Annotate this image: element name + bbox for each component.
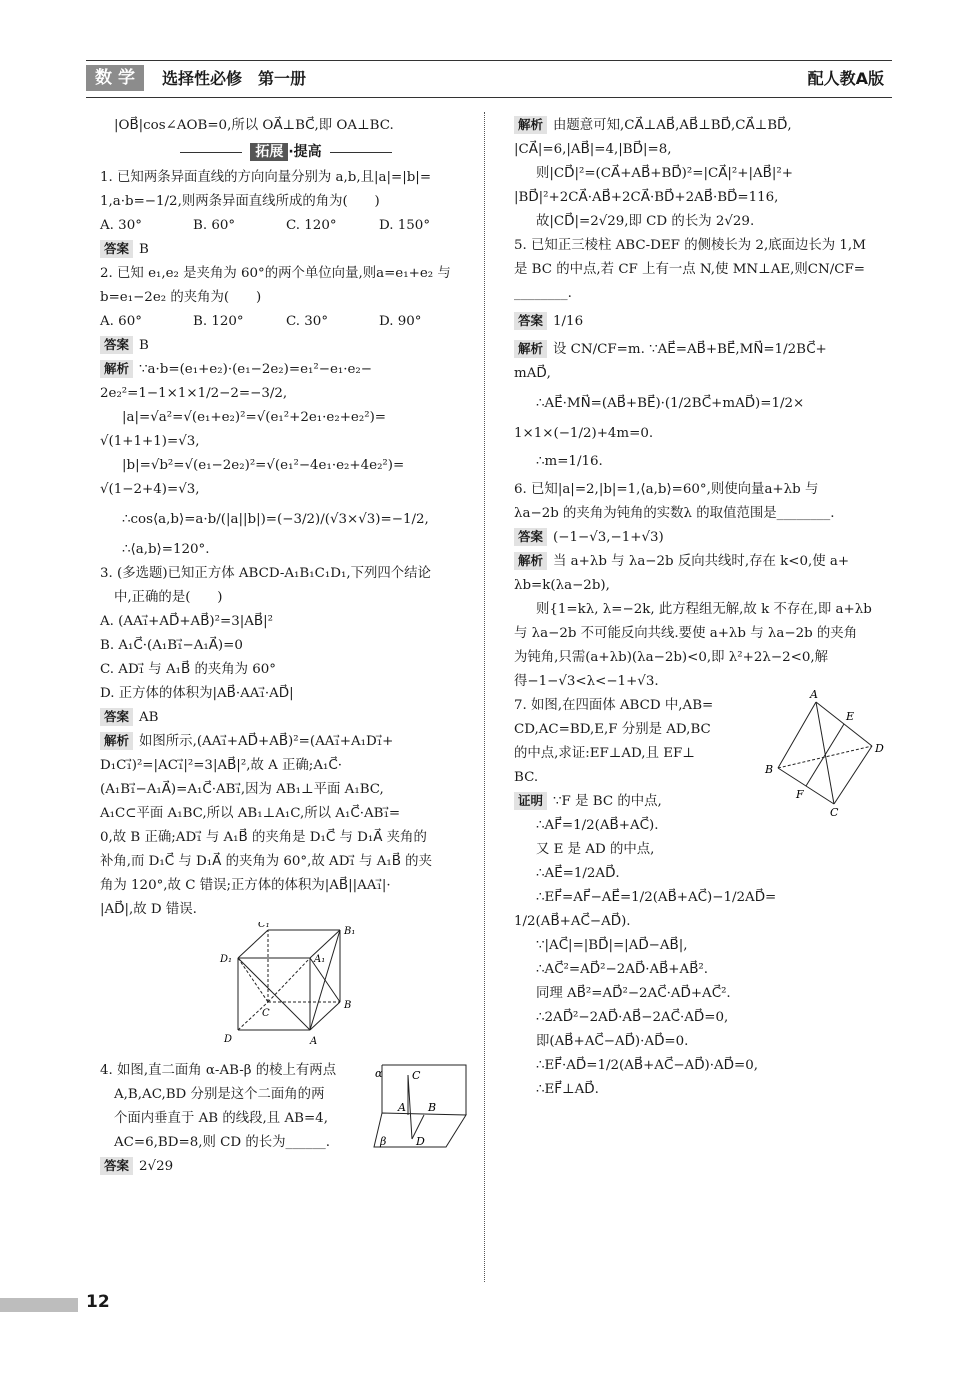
figure-label: α [375, 1067, 383, 1080]
q6-solution [514, 550, 884, 574]
figure-label: D [416, 1135, 425, 1148]
option: B. 60° [193, 218, 236, 233]
proof-line: ∴AC⃗²=AD⃗²−2AD⃗·AB⃗+AB⃗². [536, 962, 709, 977]
answer-value: 2√29 [139, 1159, 174, 1174]
solution-line: |BD⃗|²+2CA⃗·AB⃗+2CA⃗·BD⃗+2AB⃗·BD⃗=116, [514, 190, 779, 205]
q2-solution [100, 358, 472, 382]
solution-line: 故|CD⃗|=2√29,即 CD 的长为 2√29. [536, 214, 755, 229]
proof-line: 又 E 是 AD 的中点, [536, 842, 655, 857]
left-column [100, 114, 472, 1179]
q4-stem: A,B,AC,BD 分别是这个二面角的两 [114, 1087, 325, 1102]
q7-stem: 的中点,求证:EF⊥AD,且 EF⊥ [514, 746, 695, 761]
q3-option: B. A₁C⃗·(A₁B₁⃗−A₁A⃗)=0 [100, 638, 243, 653]
q5-stem: ________. [514, 286, 572, 301]
q2-options [100, 310, 472, 334]
q6-stem: 6. 已知|a|=2,|b|=1,⟨a,b⟩=60°,则使向量a+λb 与 [514, 482, 819, 497]
solution-line: 0,故 B 正确;AD₁⃗ 与 A₁B⃗ 的夹角是 D₁C⃗ 与 D₁A⃗ 夹角的 [100, 830, 427, 845]
proof-line: 同理 AB⃗²=AD⃗²−2AC⃗·AD⃗+AC⃗². [536, 986, 731, 1001]
proof-line: ∵|AC⃗|=|BD⃗|=|AD⃗−AB⃗|, [536, 938, 688, 953]
option: D. 90° [379, 314, 422, 329]
solution-line: ∴m=1/16. [536, 454, 603, 469]
figure-label: B [765, 763, 774, 776]
solution-line: ∵a·b=(e₁+e₂)·(e₁−2e₂)=e₁²−e₁·e₂− [139, 362, 373, 377]
cube-label: A [310, 1036, 318, 1047]
edition-label: 配人教A版 [807, 69, 884, 88]
q1-options [100, 214, 472, 238]
figure-label: C [412, 1069, 421, 1082]
solution-line: λb=k(λa−2b), [514, 578, 610, 593]
solution-line: 得−1−√3<λ<−1+√3. [514, 674, 659, 689]
solution-line: 则{1=kλ, λ=−2k, 此方程组无解,故 k 不存在,即 a+λb [536, 602, 872, 617]
proof-line: ∴EF⃗·AD⃗=1/2(AB⃗+AC⃗−AD⃗)·AD⃗=0, [536, 1058, 758, 1073]
analysis-tag: 解析 [100, 360, 133, 378]
proof-line: 1/2(AB⃗+AC⃗−AD⃗). [514, 914, 631, 929]
option: C. 120° [286, 218, 337, 233]
q4-stem: 个面内垂直于 AB 的线段,且 AB=4, [114, 1111, 328, 1126]
q7-text [514, 694, 754, 790]
q3-solution [100, 730, 472, 754]
answer-tag: 答案 [100, 708, 133, 726]
proof-line: 即(AB⃗+AC⃗−AD⃗)·AD⃗=0. [536, 1034, 689, 1049]
figure-label: B [428, 1101, 437, 1114]
figure-label: β [380, 1135, 387, 1148]
answer-tag: 答案 [100, 336, 133, 354]
proof-line: ∴EF⃗⊥AD⃗. [536, 1082, 599, 1097]
proof-tag: 证明 [514, 792, 547, 810]
q3-option: D. 正方体的体积为|AB⃗·AA₁⃗·AD⃗| [100, 686, 294, 701]
solution-line: 当 a+λb 与 λa−2b 反向共线时,存在 k<0,使 a+ [553, 554, 850, 569]
figure-label: F [796, 788, 804, 801]
page-number-bar [0, 1298, 78, 1312]
solution-line: √(1+1+1)=√3, [100, 434, 200, 449]
q3-answer [100, 706, 472, 730]
solution-line: 如图所示,(AA₁⃗+AD⃗+AB⃗)²=(AA₁⃗+A₁D₁⃗+ [139, 734, 394, 749]
q3-stem: 中,正确的是( ) [114, 590, 223, 605]
option: A. 30° [100, 218, 142, 233]
q2-answer [100, 334, 472, 358]
q3-stem: 3. (多选题)已知正方体 ABCD-A₁B₁C₁D₁,下列四个结论 [100, 566, 431, 581]
solution-line: ∴AE⃗·MN⃗=(AB⃗+BE⃗)·(1/2BC⃗+mAD⃗)=1/2× [536, 396, 805, 411]
solution-line: ∴cos⟨a,b⟩=a·b/(|a||b|)=(−3/2)/(√3×√3)=−1/2, [122, 512, 429, 527]
q6-answer [514, 526, 884, 550]
answer-value: AB [139, 710, 159, 725]
solution-line: ∴⟨a,b⟩=120°. [122, 542, 210, 557]
figure-label: C [830, 806, 839, 818]
figure-label: A [810, 688, 818, 701]
analysis-tag: 解析 [514, 340, 547, 358]
column-divider [484, 112, 485, 1282]
figure-label: E [846, 710, 855, 723]
q6-stem: λa−2b 的夹角为钝角的实数λ 的取值范围是________. [514, 506, 835, 521]
subject-badge: 数 学 [86, 65, 144, 91]
answer-tag: 答案 [514, 528, 547, 546]
solution-line: 角为 120°,故 C 错误;正方体的体积为|AB⃗||AA₁⃗|· [100, 878, 391, 893]
q3-option: C. AD₁⃗ 与 A₁B⃗ 的夹角为 60° [100, 662, 276, 677]
section-rule-right [330, 152, 392, 153]
q2-stem: b=e₁−2e₂ 的夹角为( ) [100, 290, 262, 305]
solution-line: 由题意可知,CA⃗⊥AB⃗,AB⃗⊥BD⃗,CA⃗⊥BD⃗, [553, 118, 792, 133]
answer-tag: 答案 [100, 240, 133, 258]
solution-line: 2e₂²=1−1×1×1/2−2=−3/2, [100, 386, 288, 401]
q4-stem: AC=6,BD=8,则 CD 的长为______. [114, 1135, 330, 1150]
q4-text [100, 1059, 362, 1179]
proof-line: ∴EF⃗=AF⃗−AE⃗=1/2(AB⃗+AC⃗)−1/2AD⃗= [536, 890, 777, 905]
analysis-tag: 解析 [514, 116, 547, 134]
proof-line: ∵F 是 BC 的中点, [553, 794, 662, 809]
option: B. 120° [193, 314, 244, 329]
answer-value: (−1−√3,−1+√3) [553, 530, 664, 545]
q3-option: A. (AA₁⃗+AD⃗+AB⃗)²=3|AB⃗|² [100, 614, 273, 629]
cube-label: B [344, 1000, 352, 1011]
q5-stem: 5. 已知正三棱柱 ABC-DEF 的侧棱长为 2,底面边长为 1,M [514, 238, 866, 253]
q5-answer [514, 310, 884, 334]
tetrahedron-figure [762, 688, 888, 818]
solution-line: (A₁B₁⃗−A₁A⃗)=A₁C⃗·AB₁⃗,因为 AB₁⊥平面 A₁BC, [100, 782, 384, 797]
solution-line: 与 λa−2b 不可能反向共线.要使 a+λb 与 λa−2b 的夹角 [514, 626, 858, 641]
q1-stem: 1. 已知两条异面直线的方向向量分别为 a,b,且|a|=|b|= [100, 170, 432, 185]
solution-line: 补角,而 D₁C⃗ 与 D₁A⃗ 的夹角为 60°,故 AD₁⃗ 与 A₁B⃗ 的夹 [100, 854, 432, 869]
solution-line: A₁C⊂平面 A₁BC,所以 AB₁⊥A₁C,所以 A₁C⃗·AB₁⃗= [100, 806, 401, 821]
q4-solution [514, 114, 884, 138]
cube-label: D₁ [220, 954, 233, 965]
section-text: ·提高 [288, 144, 322, 160]
answer-value: 1/16 [553, 314, 584, 329]
cube-label: A₁ [314, 954, 326, 965]
proof-line: ∴AE⃗=1/2AD⃗. [536, 866, 620, 881]
analysis-tag: 解析 [100, 732, 133, 750]
solution-line: |a|=√a²=√(e₁+e₂)²=√(e₁²+2e₁·e₂+e₂²)= [122, 410, 387, 425]
q4-block [100, 1059, 472, 1179]
answer-value: B [139, 242, 149, 257]
cube-figure [100, 922, 472, 1050]
q7-stem: BC. [514, 770, 539, 785]
option: D. 150° [379, 218, 431, 233]
answer-value: B [139, 338, 149, 353]
q4-answer [100, 1155, 362, 1179]
section-rule-left [180, 152, 242, 153]
answer-tag: 答案 [100, 1157, 133, 1175]
dihedral-figure [372, 1063, 472, 1155]
figure-label: A [398, 1101, 406, 1114]
right-column [514, 114, 884, 1102]
q1-answer [100, 238, 472, 262]
figure-label: D [875, 742, 884, 755]
book-title: 选择性必修 第一册 [162, 69, 307, 88]
option: C. 30° [286, 314, 329, 329]
analysis-tag: 解析 [514, 552, 547, 570]
proof-line: ∴AF⃗=1/2(AB⃗+AC⃗). [536, 818, 659, 833]
solution-line: |b|=√b²=√(e₁−2e₂)²=√(e₁²−4e₁·e₂+4e₂²)= [122, 458, 405, 473]
q5-stem: 是 BC 的中点,若 CF 上有一点 N,使 MN⊥AE,则CN/CF= [514, 262, 866, 277]
proof-line: ∴2AD⃗²−2AD⃗·AB⃗−2AC⃗·AD⃗=0, [536, 1010, 729, 1025]
q7-stem: 7. 如图,在四面体 ABCD 中,AB= [514, 698, 714, 713]
carryover-line: |OB⃗|cos∠AOB=0,所以 OA⃗⊥BC⃗,即 OA⊥BC. [114, 118, 394, 133]
solution-line: |AD⃗|,故 D 错误. [100, 902, 197, 917]
solution-line: D₁C₁⃗)²=|AC₁⃗|²=3|AB⃗|²,故 A 正确;A₁C⃗· [100, 758, 342, 773]
q5-solution [514, 338, 884, 362]
q4-stem: 4. 如图,直二面角 α-AB-β 的棱上有两点 [100, 1063, 337, 1078]
cube-label: B₁ [344, 926, 356, 937]
q7-stem: CD,AC=BD,E,F 分别是 AD,BC [514, 722, 711, 737]
solution-line: 则|CD⃗|²=(CA⃗+AB⃗+BD⃗)²=|CA⃗|²+|AB⃗|²+ [536, 166, 793, 181]
cube-label: C [262, 1008, 270, 1019]
solution-line: |CA⃗|=6,|AB⃗|=4,|BD⃗|=8, [514, 142, 672, 157]
solution-line: 为钝角,只需(a+λb)(λa−2b)<0,即 λ²+2λ−2<0,解 [514, 650, 828, 665]
section-box: 拓展 [250, 143, 288, 161]
answer-tag: 答案 [514, 312, 547, 330]
solution-line: √(1−2+4)=√3, [100, 482, 200, 497]
cube-label: C₁ [258, 922, 270, 930]
solution-line: 设 CN/CF=m. ∵AE⃗=AB⃗+BE⃗,MN⃗=1/2BC⃗+ [553, 342, 827, 357]
page-number: 12 [86, 1292, 110, 1312]
solution-line: mAD⃗, [514, 366, 551, 381]
page-header [86, 60, 892, 98]
option: A. 60° [100, 314, 142, 329]
q2-stem: 2. 已知 e₁,e₂ 是夹角为 60°的两个单位向量,则a=e₁+e₂ 与 [100, 266, 451, 281]
cube-label: D [224, 1034, 233, 1045]
solution-line: 1×1×(−1/2)+4m=0. [514, 426, 654, 441]
section-heading [100, 140, 472, 164]
q1-stem: 1,a·b=−1/2,则两条异面直线所成的角为( ) [100, 194, 380, 209]
